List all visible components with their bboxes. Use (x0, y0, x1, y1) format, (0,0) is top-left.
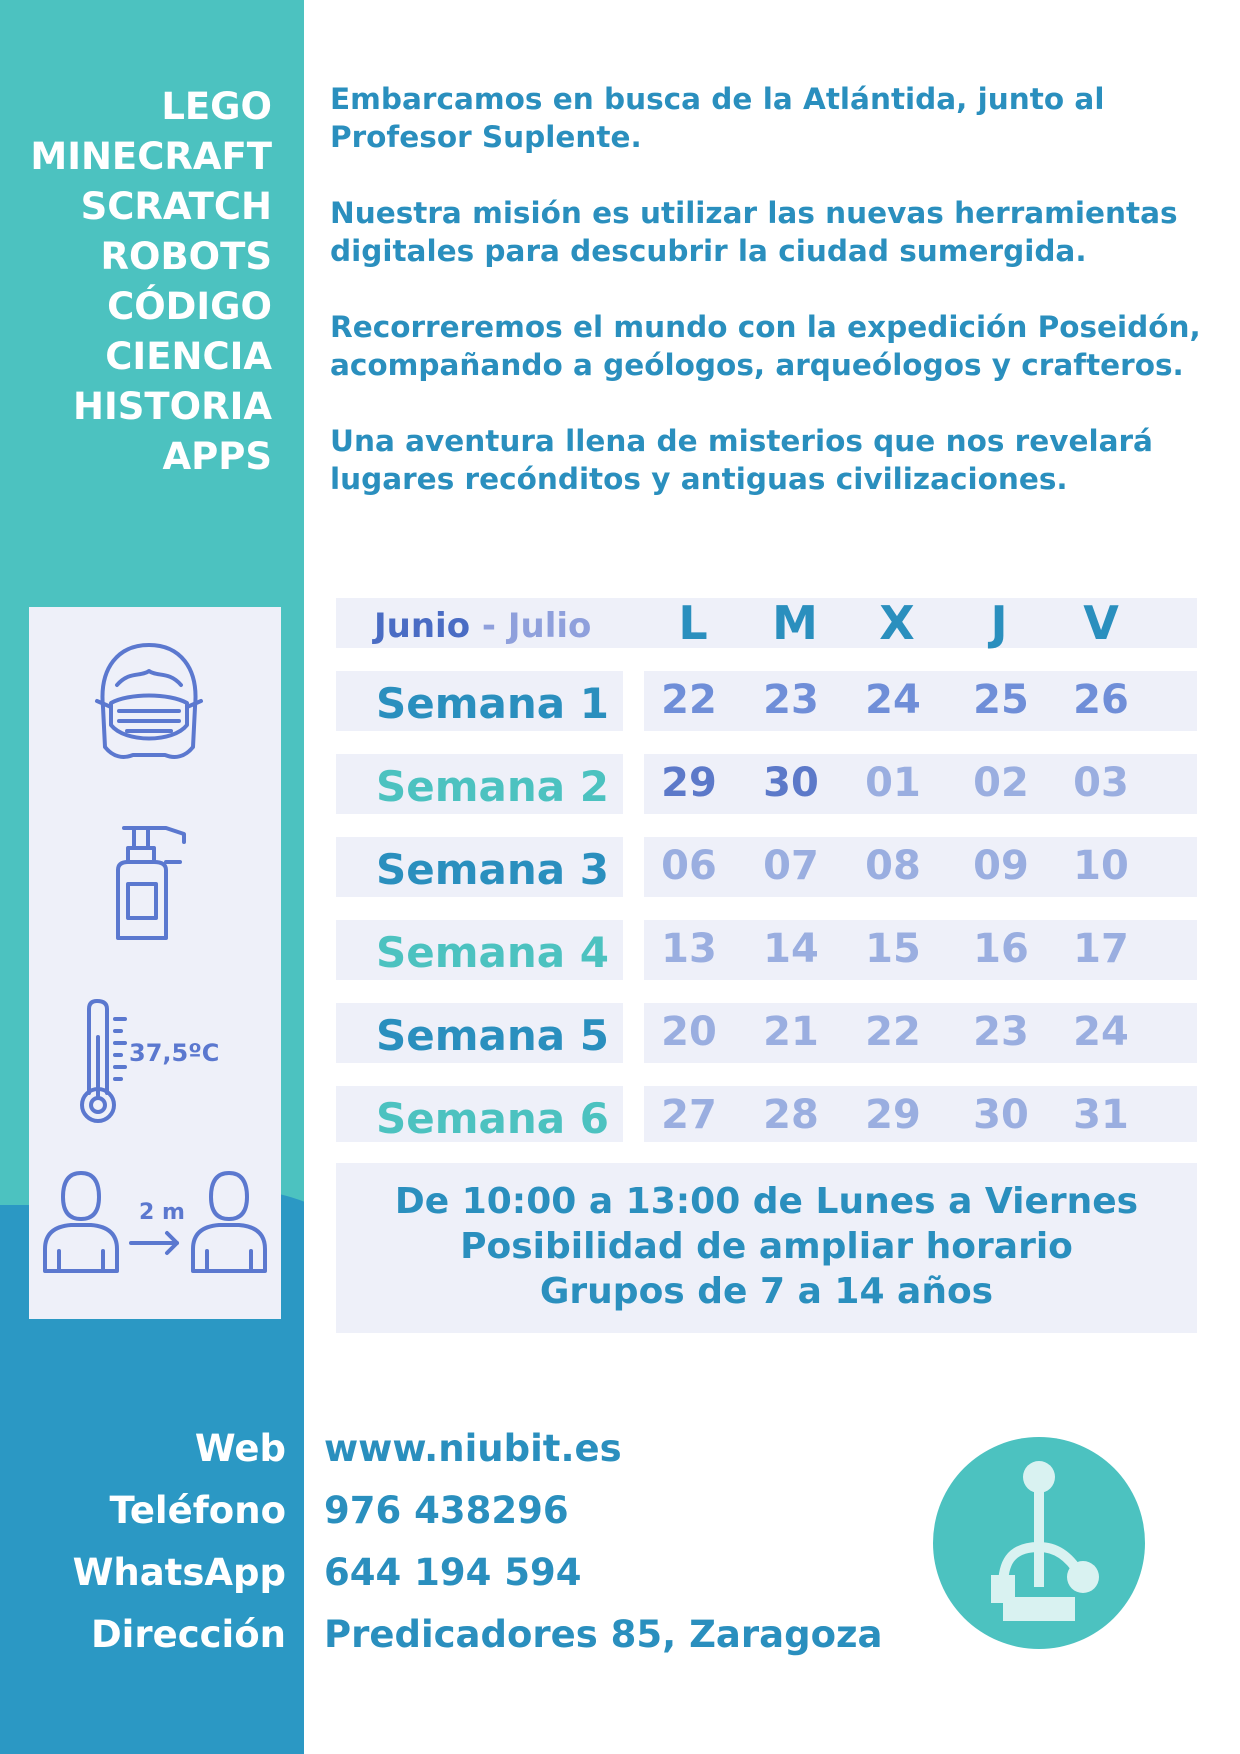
date-cell: 07 (763, 843, 819, 889)
schedule-info-box (336, 1163, 1197, 1333)
week-row (336, 920, 1197, 980)
week-label-box (336, 920, 623, 980)
date-cell: 09 (973, 843, 1029, 889)
temperature-label: 37,5ºC (129, 1039, 220, 1067)
week-label-box (336, 837, 623, 897)
week-row (336, 837, 1197, 897)
date-cell: 01 (865, 760, 921, 806)
date-cell: 24 (865, 677, 921, 723)
date-cell: 20 (661, 1009, 717, 1055)
week-dates (644, 671, 1197, 731)
hand-sanitizer-icon (104, 822, 194, 947)
week-dates (644, 1086, 1197, 1142)
week-label-box (336, 754, 623, 814)
info-groups: Grupos de 7 a 14 años (539, 1271, 994, 1312)
contact-label-web: Web (194, 1427, 286, 1470)
week-row (336, 754, 1197, 814)
week-label-box (336, 671, 623, 731)
subject-list (20, 82, 272, 482)
contact-labels (20, 1418, 286, 1666)
contact-phone[interactable]: 976 438296 (324, 1489, 569, 1532)
thermometer-icon (79, 997, 269, 1127)
date-cell: 24 (1073, 1009, 1129, 1055)
month-label (374, 606, 591, 646)
day-header-viernes: V (1083, 596, 1119, 650)
date-cell: 16 (973, 926, 1029, 972)
date-cell: 02 (973, 760, 1029, 806)
week-dates (644, 837, 1197, 897)
date-cell: 27 (661, 1092, 717, 1138)
week-label-box (336, 1086, 623, 1142)
date-cell: 29 (661, 760, 717, 806)
month-end: Julio (507, 606, 592, 646)
date-cell: 29 (865, 1092, 921, 1138)
week-row (336, 1003, 1197, 1063)
intro-paragraph-4: Una aventura llena de misterios que nos revelará lugares recónditos y antiguas civilizaciones. (330, 424, 1153, 496)
week-label-box (336, 1003, 623, 1063)
face-mask-icon (89, 637, 209, 762)
date-cell: 10 (1073, 843, 1129, 889)
niubit-logo (933, 1437, 1145, 1649)
date-cell: 14 (763, 926, 819, 972)
day-header-jueves: J (990, 596, 1008, 650)
week-label: Semana 4 (376, 928, 609, 977)
distance-label: 2 m (139, 1200, 185, 1225)
date-cell: 08 (865, 843, 921, 889)
date-cell: 17 (1073, 926, 1129, 972)
intro-paragraph-1: Embarcamos en busca de la Atlántida, junto al Profesor Suplente. (330, 82, 1105, 154)
week-dates (644, 1003, 1197, 1063)
date-cell: 25 (973, 677, 1029, 723)
contact-label-address: Dirección (90, 1613, 286, 1656)
contact-whatsapp[interactable]: 644 194 594 (324, 1551, 582, 1594)
contact-web-link[interactable]: www.niubit.es (324, 1427, 622, 1470)
left-column (0, 0, 304, 1754)
date-cell: 23 (763, 677, 819, 723)
date-cell: 21 (763, 1009, 819, 1055)
date-cell: 15 (865, 926, 921, 972)
date-cell: 23 (973, 1009, 1029, 1055)
week-dates (644, 920, 1197, 980)
social-distance-icon (41, 1167, 271, 1277)
contact-label-whatsapp: WhatsApp (72, 1551, 286, 1594)
week-row (336, 1086, 1197, 1146)
contact-address: Predicadores 85, Zaragoza (324, 1613, 883, 1656)
date-cell: 22 (661, 677, 717, 723)
info-hours: De 10:00 a 13:00 de Lunes a Viernes (394, 1181, 1139, 1222)
week-dates (644, 754, 1197, 814)
subject-scratch: SCRATCH (80, 185, 272, 228)
intro-text (330, 80, 1220, 536)
day-header-lunes: L (678, 596, 708, 650)
week-label: Semana 6 (376, 1094, 609, 1143)
subject-lego: LEGO (161, 85, 272, 128)
subject-minecraft: MINECRAFT (30, 135, 272, 178)
month-dash: - (481, 606, 497, 646)
week-label: Semana 5 (376, 1011, 609, 1060)
date-cell: 13 (661, 926, 717, 972)
intro-paragraph-3: Recorreremos el mundo con la expedición Poseidón, acompañando a geólogos, arqueólogos y crafteros. (330, 310, 1201, 382)
week-label: Semana 3 (376, 845, 609, 894)
subject-historia: HISTORIA (73, 385, 272, 428)
week-label: Semana 1 (376, 679, 609, 728)
contact-values (324, 1418, 924, 1666)
date-cell: 06 (661, 843, 717, 889)
date-cell: 30 (763, 760, 819, 806)
date-cell: 03 (1073, 760, 1129, 806)
day-header-martes: M (772, 596, 818, 650)
month-start: Junio (374, 606, 471, 646)
info-extend: Posibilidad de ampliar horario (460, 1226, 1073, 1267)
date-cell: 22 (865, 1009, 921, 1055)
date-cell: 31 (1073, 1092, 1129, 1138)
intro-paragraph-2: Nuestra misión es utilizar las nuevas herramientas digitales para descubrir la ciudad sumergida. (330, 196, 1178, 268)
week-row (336, 671, 1197, 731)
date-cell: 28 (763, 1092, 819, 1138)
subject-apps: APPS (162, 435, 272, 478)
contact-label-phone: Teléfono (109, 1489, 286, 1532)
subject-ciencia: CIENCIA (105, 335, 272, 378)
day-header-miercoles: X (879, 596, 915, 650)
subject-robots: ROBOTS (100, 235, 272, 278)
schedule-header (336, 598, 1197, 648)
date-cell: 26 (1073, 677, 1129, 723)
date-cell: 30 (973, 1092, 1029, 1138)
safety-icons-panel (29, 607, 281, 1319)
week-label: Semana 2 (376, 762, 609, 811)
subject-codigo: CÓDIGO (107, 285, 272, 328)
